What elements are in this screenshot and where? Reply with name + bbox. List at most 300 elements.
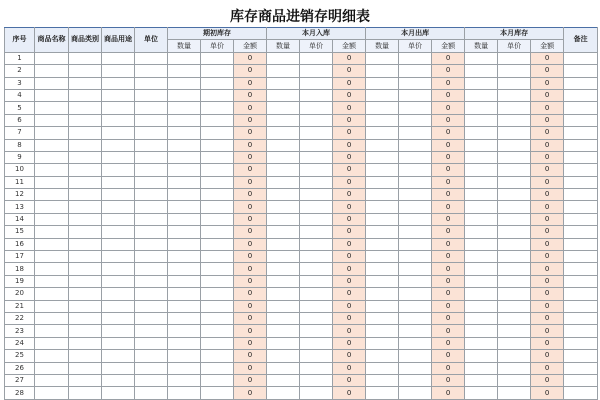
cell-unit[interactable]	[135, 201, 168, 213]
cell-unit-price[interactable]	[498, 300, 531, 312]
cell-unit[interactable]	[135, 226, 168, 238]
cell-unit-price[interactable]	[300, 176, 333, 188]
cell-amount[interactable]: 0	[432, 65, 465, 77]
cell-amount[interactable]: 0	[333, 362, 366, 374]
cell-product-name[interactable]	[35, 226, 69, 238]
cell-amount[interactable]: 0	[234, 89, 267, 101]
cell-unit-price[interactable]	[498, 164, 531, 176]
cell-amount[interactable]: 0	[531, 213, 564, 225]
cell-quantity[interactable]	[168, 226, 201, 238]
cell-unit-price[interactable]	[498, 238, 531, 250]
cell-unit-price[interactable]	[498, 189, 531, 201]
cell-amount[interactable]: 0	[432, 263, 465, 275]
cell-quantity[interactable]	[465, 238, 498, 250]
cell-unit-price[interactable]	[201, 251, 234, 263]
cell-quantity[interactable]	[168, 350, 201, 362]
subheader-amount[interactable]: 金额	[432, 40, 465, 52]
cell-amount[interactable]: 0	[531, 300, 564, 312]
cell-quantity[interactable]	[168, 176, 201, 188]
cell-amount[interactable]: 0	[432, 362, 465, 374]
cell-product-name[interactable]	[35, 114, 69, 126]
cell-amount[interactable]: 0	[432, 52, 465, 64]
cell-quantity[interactable]	[366, 251, 399, 263]
cell-unit-price[interactable]	[399, 238, 432, 250]
cell-quantity[interactable]	[366, 164, 399, 176]
cell-quantity[interactable]	[465, 387, 498, 399]
cell-quantity[interactable]	[267, 350, 300, 362]
header-unit[interactable]: 单位	[135, 28, 168, 53]
cell-unit-price[interactable]	[399, 89, 432, 101]
cell-unit[interactable]	[135, 337, 168, 349]
cell-unit-price[interactable]	[399, 102, 432, 114]
cell-product-usage[interactable]	[102, 164, 135, 176]
cell-unit-price[interactable]	[300, 251, 333, 263]
cell-remark[interactable]	[564, 275, 598, 287]
cell-amount[interactable]: 0	[234, 189, 267, 201]
cell-quantity[interactable]	[168, 201, 201, 213]
cell-seq[interactable]: 13	[5, 201, 35, 213]
cell-remark[interactable]	[564, 52, 598, 64]
cell-quantity[interactable]	[465, 362, 498, 374]
cell-quantity[interactable]	[168, 362, 201, 374]
cell-quantity[interactable]	[267, 288, 300, 300]
cell-unit-price[interactable]	[201, 275, 234, 287]
cell-unit-price[interactable]	[498, 52, 531, 64]
cell-quantity[interactable]	[465, 325, 498, 337]
cell-product-category[interactable]	[69, 337, 102, 349]
cell-quantity[interactable]	[168, 288, 201, 300]
cell-quantity[interactable]	[366, 77, 399, 89]
subheader-amount[interactable]: 金额	[333, 40, 366, 52]
cell-quantity[interactable]	[465, 263, 498, 275]
cell-unit-price[interactable]	[498, 226, 531, 238]
cell-unit-price[interactable]	[498, 151, 531, 163]
cell-seq[interactable]: 9	[5, 151, 35, 163]
cell-amount[interactable]: 0	[333, 300, 366, 312]
cell-product-usage[interactable]	[102, 139, 135, 151]
cell-seq[interactable]: 3	[5, 77, 35, 89]
header-seq[interactable]: 序号	[5, 28, 35, 53]
cell-amount[interactable]: 0	[333, 164, 366, 176]
cell-quantity[interactable]	[267, 325, 300, 337]
cell-amount[interactable]: 0	[432, 176, 465, 188]
cell-remark[interactable]	[564, 374, 598, 386]
cell-unit-price[interactable]	[300, 263, 333, 275]
cell-unit-price[interactable]	[498, 325, 531, 337]
cell-quantity[interactable]	[366, 114, 399, 126]
cell-quantity[interactable]	[366, 127, 399, 139]
cell-unit-price[interactable]	[399, 288, 432, 300]
cell-unit[interactable]	[135, 52, 168, 64]
cell-unit-price[interactable]	[201, 350, 234, 362]
cell-unit-price[interactable]	[399, 312, 432, 324]
cell-unit-price[interactable]	[498, 114, 531, 126]
cell-quantity[interactable]	[168, 374, 201, 386]
cell-quantity[interactable]	[465, 337, 498, 349]
cell-unit-price[interactable]	[498, 251, 531, 263]
cell-quantity[interactable]	[465, 127, 498, 139]
cell-quantity[interactable]	[465, 139, 498, 151]
cell-remark[interactable]	[564, 201, 598, 213]
cell-product-category[interactable]	[69, 52, 102, 64]
cell-quantity[interactable]	[168, 312, 201, 324]
cell-unit-price[interactable]	[498, 387, 531, 399]
cell-unit[interactable]	[135, 176, 168, 188]
cell-seq[interactable]: 10	[5, 164, 35, 176]
cell-amount[interactable]: 0	[531, 114, 564, 126]
cell-product-usage[interactable]	[102, 374, 135, 386]
cell-seq[interactable]: 7	[5, 127, 35, 139]
cell-unit[interactable]	[135, 77, 168, 89]
cell-unit-price[interactable]	[300, 238, 333, 250]
cell-amount[interactable]: 0	[531, 362, 564, 374]
cell-seq[interactable]: 21	[5, 300, 35, 312]
cell-product-usage[interactable]	[102, 362, 135, 374]
cell-remark[interactable]	[564, 387, 598, 399]
cell-seq[interactable]: 4	[5, 89, 35, 101]
cell-unit[interactable]	[135, 89, 168, 101]
cell-unit[interactable]	[135, 325, 168, 337]
cell-quantity[interactable]	[366, 362, 399, 374]
cell-amount[interactable]: 0	[333, 213, 366, 225]
cell-quantity[interactable]	[267, 251, 300, 263]
cell-product-name[interactable]	[35, 251, 69, 263]
cell-product-name[interactable]	[35, 52, 69, 64]
cell-amount[interactable]: 0	[234, 387, 267, 399]
cell-amount[interactable]: 0	[234, 300, 267, 312]
cell-remark[interactable]	[564, 263, 598, 275]
cell-unit-price[interactable]	[399, 151, 432, 163]
subheader-unit-price[interactable]: 单价	[399, 40, 432, 52]
cell-product-category[interactable]	[69, 374, 102, 386]
cell-unit-price[interactable]	[201, 52, 234, 64]
cell-product-usage[interactable]	[102, 387, 135, 399]
cell-amount[interactable]: 0	[531, 102, 564, 114]
cell-quantity[interactable]	[168, 89, 201, 101]
cell-quantity[interactable]	[267, 151, 300, 163]
cell-remark[interactable]	[564, 362, 598, 374]
cell-quantity[interactable]	[267, 164, 300, 176]
cell-unit-price[interactable]	[201, 288, 234, 300]
cell-unit-price[interactable]	[201, 213, 234, 225]
cell-unit-price[interactable]	[201, 263, 234, 275]
cell-product-category[interactable]	[69, 238, 102, 250]
cell-unit-price[interactable]	[300, 288, 333, 300]
cell-product-usage[interactable]	[102, 127, 135, 139]
cell-seq[interactable]: 18	[5, 263, 35, 275]
cell-unit-price[interactable]	[399, 275, 432, 287]
cell-quantity[interactable]	[465, 65, 498, 77]
cell-quantity[interactable]	[465, 89, 498, 101]
cell-unit-price[interactable]	[300, 226, 333, 238]
cell-product-category[interactable]	[69, 65, 102, 77]
cell-amount[interactable]: 0	[234, 374, 267, 386]
subheader-unit-price[interactable]: 单价	[300, 40, 333, 52]
cell-amount[interactable]: 0	[333, 201, 366, 213]
cell-unit-price[interactable]	[399, 77, 432, 89]
cell-amount[interactable]: 0	[333, 275, 366, 287]
subheader-quantity[interactable]: 数量	[366, 40, 399, 52]
cell-unit-price[interactable]	[201, 176, 234, 188]
cell-product-category[interactable]	[69, 89, 102, 101]
cell-product-name[interactable]	[35, 139, 69, 151]
cell-amount[interactable]: 0	[432, 350, 465, 362]
cell-quantity[interactable]	[168, 387, 201, 399]
cell-amount[interactable]: 0	[432, 189, 465, 201]
cell-quantity[interactable]	[168, 65, 201, 77]
cell-remark[interactable]	[564, 312, 598, 324]
cell-amount[interactable]: 0	[333, 189, 366, 201]
cell-product-usage[interactable]	[102, 114, 135, 126]
cell-unit-price[interactable]	[201, 89, 234, 101]
cell-quantity[interactable]	[366, 288, 399, 300]
cell-unit-price[interactable]	[201, 337, 234, 349]
cell-product-category[interactable]	[69, 139, 102, 151]
cell-unit[interactable]	[135, 151, 168, 163]
cell-quantity[interactable]	[267, 312, 300, 324]
cell-quantity[interactable]	[267, 114, 300, 126]
cell-amount[interactable]: 0	[432, 114, 465, 126]
cell-product-name[interactable]	[35, 263, 69, 275]
cell-amount[interactable]: 0	[432, 374, 465, 386]
cell-amount[interactable]: 0	[333, 65, 366, 77]
cell-quantity[interactable]	[465, 350, 498, 362]
cell-unit-price[interactable]	[498, 312, 531, 324]
cell-unit-price[interactable]	[399, 226, 432, 238]
cell-unit-price[interactable]	[300, 325, 333, 337]
cell-unit-price[interactable]	[498, 65, 531, 77]
cell-seq[interactable]: 14	[5, 213, 35, 225]
cell-product-name[interactable]	[35, 164, 69, 176]
cell-remark[interactable]	[564, 251, 598, 263]
cell-unit-price[interactable]	[300, 312, 333, 324]
cell-unit-price[interactable]	[201, 238, 234, 250]
cell-remark[interactable]	[564, 77, 598, 89]
cell-amount[interactable]: 0	[333, 337, 366, 349]
cell-quantity[interactable]	[465, 300, 498, 312]
cell-unit[interactable]	[135, 139, 168, 151]
cell-remark[interactable]	[564, 176, 598, 188]
header-remark[interactable]: 备注	[564, 28, 598, 53]
cell-amount[interactable]: 0	[531, 263, 564, 275]
cell-amount[interactable]: 0	[432, 77, 465, 89]
cell-seq[interactable]: 5	[5, 102, 35, 114]
cell-product-category[interactable]	[69, 114, 102, 126]
cell-quantity[interactable]	[267, 275, 300, 287]
subheader-quantity[interactable]: 数量	[465, 40, 498, 52]
cell-unit-price[interactable]	[399, 300, 432, 312]
cell-product-usage[interactable]	[102, 102, 135, 114]
cell-product-usage[interactable]	[102, 176, 135, 188]
cell-amount[interactable]: 0	[333, 89, 366, 101]
cell-unit-price[interactable]	[498, 374, 531, 386]
cell-amount[interactable]: 0	[333, 52, 366, 64]
cell-product-usage[interactable]	[102, 65, 135, 77]
cell-product-usage[interactable]	[102, 251, 135, 263]
cell-unit-price[interactable]	[399, 114, 432, 126]
cell-quantity[interactable]	[267, 300, 300, 312]
cell-product-name[interactable]	[35, 362, 69, 374]
cell-amount[interactable]: 0	[333, 102, 366, 114]
cell-unit-price[interactable]	[498, 350, 531, 362]
cell-amount[interactable]: 0	[432, 300, 465, 312]
cell-amount[interactable]: 0	[531, 65, 564, 77]
cell-amount[interactable]: 0	[531, 374, 564, 386]
header-month-stock[interactable]: 本月库存	[465, 28, 564, 40]
cell-product-name[interactable]	[35, 288, 69, 300]
cell-quantity[interactable]	[168, 251, 201, 263]
cell-product-name[interactable]	[35, 201, 69, 213]
cell-product-usage[interactable]	[102, 213, 135, 225]
header-opening-stock[interactable]: 期初库存	[168, 28, 267, 40]
cell-remark[interactable]	[564, 102, 598, 114]
cell-amount[interactable]: 0	[531, 164, 564, 176]
cell-product-category[interactable]	[69, 226, 102, 238]
cell-amount[interactable]: 0	[234, 226, 267, 238]
cell-amount[interactable]: 0	[333, 350, 366, 362]
header-month-in[interactable]: 本月入库	[267, 28, 366, 40]
cell-quantity[interactable]	[267, 52, 300, 64]
cell-unit-price[interactable]	[498, 362, 531, 374]
cell-amount[interactable]: 0	[531, 176, 564, 188]
cell-amount[interactable]: 0	[432, 226, 465, 238]
cell-quantity[interactable]	[465, 213, 498, 225]
cell-product-usage[interactable]	[102, 201, 135, 213]
cell-product-category[interactable]	[69, 300, 102, 312]
cell-unit-price[interactable]	[201, 189, 234, 201]
cell-unit-price[interactable]	[201, 114, 234, 126]
cell-quantity[interactable]	[366, 213, 399, 225]
cell-amount[interactable]: 0	[531, 151, 564, 163]
cell-unit-price[interactable]	[498, 288, 531, 300]
cell-unit-price[interactable]	[498, 275, 531, 287]
cell-product-name[interactable]	[35, 89, 69, 101]
cell-product-category[interactable]	[69, 312, 102, 324]
cell-unit-price[interactable]	[201, 77, 234, 89]
cell-unit-price[interactable]	[300, 151, 333, 163]
cell-unit-price[interactable]	[201, 164, 234, 176]
cell-amount[interactable]: 0	[531, 350, 564, 362]
cell-unit-price[interactable]	[300, 189, 333, 201]
cell-unit-price[interactable]	[399, 251, 432, 263]
cell-amount[interactable]: 0	[432, 89, 465, 101]
cell-product-usage[interactable]	[102, 189, 135, 201]
cell-unit[interactable]	[135, 288, 168, 300]
cell-product-usage[interactable]	[102, 89, 135, 101]
cell-amount[interactable]: 0	[234, 213, 267, 225]
cell-unit-price[interactable]	[399, 139, 432, 151]
cell-quantity[interactable]	[267, 362, 300, 374]
cell-amount[interactable]: 0	[432, 288, 465, 300]
cell-quantity[interactable]	[168, 325, 201, 337]
cell-unit-price[interactable]	[399, 65, 432, 77]
cell-unit-price[interactable]	[201, 325, 234, 337]
cell-seq[interactable]: 17	[5, 251, 35, 263]
cell-unit-price[interactable]	[399, 337, 432, 349]
cell-unit-price[interactable]	[498, 213, 531, 225]
cell-amount[interactable]: 0	[234, 139, 267, 151]
cell-quantity[interactable]	[168, 337, 201, 349]
cell-amount[interactable]: 0	[531, 189, 564, 201]
cell-quantity[interactable]	[168, 263, 201, 275]
cell-seq[interactable]: 16	[5, 238, 35, 250]
cell-unit[interactable]	[135, 127, 168, 139]
cell-unit-price[interactable]	[498, 201, 531, 213]
cell-product-usage[interactable]	[102, 350, 135, 362]
cell-amount[interactable]: 0	[432, 275, 465, 287]
cell-product-usage[interactable]	[102, 312, 135, 324]
cell-unit-price[interactable]	[399, 263, 432, 275]
cell-amount[interactable]: 0	[333, 114, 366, 126]
cell-quantity[interactable]	[465, 102, 498, 114]
cell-remark[interactable]	[564, 350, 598, 362]
cell-unit-price[interactable]	[300, 201, 333, 213]
cell-product-category[interactable]	[69, 164, 102, 176]
cell-product-usage[interactable]	[102, 52, 135, 64]
cell-product-usage[interactable]	[102, 325, 135, 337]
cell-amount[interactable]: 0	[432, 312, 465, 324]
cell-quantity[interactable]	[168, 127, 201, 139]
cell-product-name[interactable]	[35, 325, 69, 337]
cell-amount[interactable]: 0	[234, 65, 267, 77]
cell-unit[interactable]	[135, 189, 168, 201]
cell-amount[interactable]: 0	[432, 127, 465, 139]
cell-amount[interactable]: 0	[234, 114, 267, 126]
subheader-quantity[interactable]: 数量	[267, 40, 300, 52]
cell-unit-price[interactable]	[201, 300, 234, 312]
cell-unit-price[interactable]	[201, 312, 234, 324]
cell-quantity[interactable]	[267, 387, 300, 399]
cell-amount[interactable]: 0	[432, 102, 465, 114]
cell-unit-price[interactable]	[399, 164, 432, 176]
cell-quantity[interactable]	[168, 164, 201, 176]
cell-amount[interactable]: 0	[333, 312, 366, 324]
cell-unit-price[interactable]	[300, 52, 333, 64]
cell-amount[interactable]: 0	[531, 251, 564, 263]
cell-unit[interactable]	[135, 312, 168, 324]
cell-unit[interactable]	[135, 387, 168, 399]
cell-product-name[interactable]	[35, 275, 69, 287]
cell-amount[interactable]: 0	[333, 387, 366, 399]
cell-unit-price[interactable]	[498, 139, 531, 151]
cell-amount[interactable]: 0	[531, 387, 564, 399]
cell-quantity[interactable]	[366, 387, 399, 399]
subheader-unit-price[interactable]: 单价	[201, 40, 234, 52]
cell-unit-price[interactable]	[498, 89, 531, 101]
cell-unit-price[interactable]	[201, 201, 234, 213]
cell-product-category[interactable]	[69, 189, 102, 201]
cell-amount[interactable]: 0	[234, 102, 267, 114]
cell-quantity[interactable]	[366, 238, 399, 250]
cell-quantity[interactable]	[366, 350, 399, 362]
cell-unit-price[interactable]	[300, 65, 333, 77]
cell-product-usage[interactable]	[102, 151, 135, 163]
cell-unit-price[interactable]	[498, 176, 531, 188]
subheader-amount[interactable]: 金额	[531, 40, 564, 52]
cell-unit-price[interactable]	[399, 201, 432, 213]
cell-amount[interactable]: 0	[234, 164, 267, 176]
cell-product-category[interactable]	[69, 213, 102, 225]
cell-product-category[interactable]	[69, 251, 102, 263]
cell-quantity[interactable]	[366, 52, 399, 64]
cell-unit-price[interactable]	[300, 337, 333, 349]
cell-amount[interactable]: 0	[432, 139, 465, 151]
cell-remark[interactable]	[564, 189, 598, 201]
cell-unit[interactable]	[135, 350, 168, 362]
cell-quantity[interactable]	[366, 65, 399, 77]
cell-quantity[interactable]	[465, 77, 498, 89]
cell-unit-price[interactable]	[300, 387, 333, 399]
